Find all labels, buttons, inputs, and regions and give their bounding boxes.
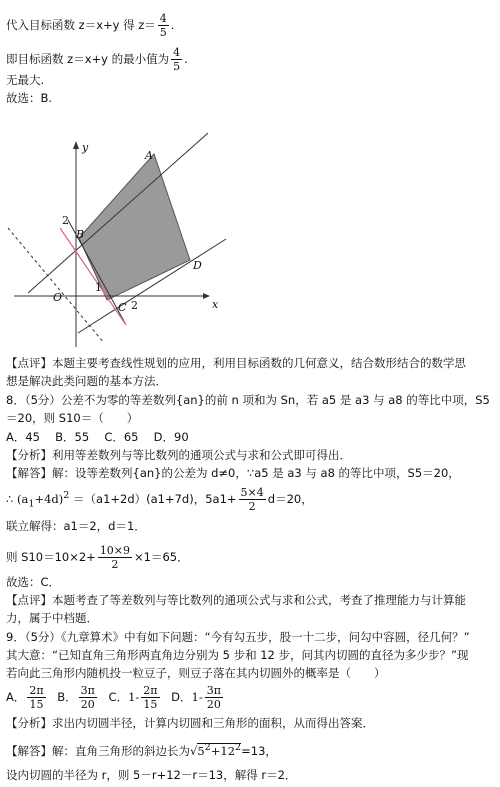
fraction (171, 46, 182, 73)
q8-comment-line-1: 【点评】本题考查了等差数列与等比数列的通项公式与求和公式，考查了推理能力与计算能 (6, 593, 466, 607)
intro-text: 即目标函数 z＝x+y 的最小值为 (6, 52, 170, 66)
fraction-numerator: 4 (159, 12, 167, 25)
fraction-numerator: 4 (173, 46, 181, 59)
option-d (171, 684, 225, 711)
equation-lhs (16, 490, 70, 510)
fraction (205, 684, 223, 711)
solution-text: 【解答】解：直角三角形的斜边长为 (6, 743, 190, 758)
fraction-numerator: 3π (80, 684, 95, 697)
radicand-part: +12 (210, 743, 236, 758)
q9-solution-line-1 (6, 741, 277, 758)
fraction-denominator: 2 (248, 500, 256, 513)
fraction-numerator: 2π (143, 684, 158, 697)
q8-s10-line (6, 544, 189, 571)
fraction (79, 684, 97, 711)
therefore-symbol: ∴ (6, 492, 14, 506)
option-label: B． (57, 690, 77, 704)
fraction-numerator: 2π (29, 684, 44, 697)
option-a (6, 684, 48, 711)
q9-analysis: 【分析】求出内切圆半径，计算内切圆和三角形的面积，从而得出答案． (6, 716, 374, 730)
intro-line-2 (6, 46, 188, 73)
q8-analysis: 【分析】利用等差数列与等比数列的通项公式与求和公式即可得出． (6, 448, 351, 462)
q9-options (6, 684, 231, 711)
feasible-region (79, 154, 190, 300)
s10-text: 则 S10＝10×2+ (6, 550, 96, 564)
s10-result: 1＝65． (143, 550, 189, 564)
radicand (197, 743, 241, 758)
equation-rest: ＝（a1+2d）(a1+7d)，5a1+ (73, 492, 237, 506)
option-label: D． (171, 690, 192, 704)
fraction-denominator: 15 (29, 698, 44, 711)
point-label-D: D (193, 259, 202, 272)
subscript: 1 (28, 498, 35, 510)
times-symbol: × (134, 550, 144, 564)
point-label-C: C (118, 301, 127, 314)
fraction (141, 684, 159, 711)
option-c (109, 684, 162, 711)
q8-solution-line-2 (6, 486, 313, 513)
option-prefix: 1- (128, 690, 140, 704)
option-b (57, 684, 99, 711)
linear-programming-graph (0, 125, 240, 350)
point-label-B: B (76, 228, 85, 241)
fraction-numerator: 10×9 (99, 544, 131, 557)
q8-options: A．45 B．55 C．65 D．90 (6, 430, 189, 444)
y-axis-arrow (73, 141, 79, 149)
origin-label: O (53, 291, 63, 304)
fraction-denominator: 2 (111, 558, 119, 571)
fraction-denominator: 20 (80, 698, 95, 711)
q8-comment-line-2: 力，属于中档题． (6, 611, 98, 625)
radicand-part: 5 (197, 743, 205, 758)
q9-stem-line-3: 若向此三角形内随机投一粒豆子，则豆子落在其内切圆外的概率是（ ） (6, 666, 386, 680)
superscript: 2 (235, 742, 242, 753)
equation-end: d＝20， (267, 492, 313, 506)
q8-choose: 故选：C． (6, 575, 61, 589)
fraction (27, 684, 45, 711)
q8-stem-line-1: 8．（5分）公差不为零的等差数列{an}的前 n 项和为 Sn，若 a5 是 a3 与 a8 的等比中项，S5 (6, 393, 490, 407)
q9-stem-line-1: 9．（5分）《九章算术》中有如下问题：“今有勾五步，股一十二步，问勾中容圆，径几何？” (6, 630, 470, 644)
square-root: $√5^2+12^2$ (190, 742, 242, 758)
comment-1-line-1: 【点评】本题主要考查线性规划的应用，利用目标函数的几何意义，结合数形结合的数学思 (6, 356, 466, 370)
fraction (98, 544, 132, 571)
q9-solution-line-2: 设内切圆的半径为 r，则 5－r+12－r＝13，解得 r＝2． (6, 768, 297, 782)
intro-text: . (184, 52, 188, 66)
q8-stem-line-2: ＝20，则 S10＝（ ） (6, 411, 139, 425)
expr-part: +4d) (34, 492, 64, 506)
fraction-numerator: 5×4 (240, 486, 264, 499)
tick-label-2-x: 2 (131, 299, 138, 312)
expr-part: (a (16, 492, 29, 506)
intro-line-3: 无最大. (6, 73, 45, 87)
fraction-numerator: 3π (206, 684, 221, 697)
fraction-denominator: 5 (159, 26, 167, 39)
q8-solution-line-1: 【解答】解：设等差数列{an}的公差为 d≠0，∵a5 是 a3 与 a8 的等比中项，S5＝20， (6, 466, 460, 480)
superscript: 2 (204, 742, 211, 753)
option-label: C． (108, 690, 129, 704)
option-prefix: 1- (191, 690, 203, 704)
intro-text: . (170, 18, 175, 32)
comment-1-line-2: 想是解决此类问题的基本方法． (6, 374, 167, 388)
tick-label-1: 1 (95, 281, 102, 294)
x-axis-arrow (203, 293, 210, 299)
axis-label-y: y (82, 141, 89, 154)
option-label: A． (6, 690, 26, 704)
superscript: 2 (63, 490, 70, 502)
solution-end: =13， (241, 743, 277, 758)
intro-line-4: 故选：B. (6, 91, 53, 105)
point-label-A: A (145, 149, 153, 162)
fraction (158, 12, 169, 39)
fraction-denominator: 15 (143, 698, 158, 711)
intro-line-1 (6, 12, 174, 39)
fraction (239, 486, 266, 513)
intro-text: 代入目标函数 z＝x+y 得 z＝ (6, 18, 156, 32)
fraction-denominator: 5 (173, 60, 181, 73)
tick-label-2-y: 2 (62, 214, 69, 227)
axis-label-x: x (212, 298, 219, 311)
q9-stem-line-2: 其大意：“已知直角三角形两直角边分别为 5 步和 12 步，问其内切圆的直径为多少步？”现 (6, 648, 469, 662)
fraction-denominator: 20 (206, 698, 221, 711)
q8-solve-line: 联立解得：a1＝2，d＝1． (6, 519, 146, 533)
